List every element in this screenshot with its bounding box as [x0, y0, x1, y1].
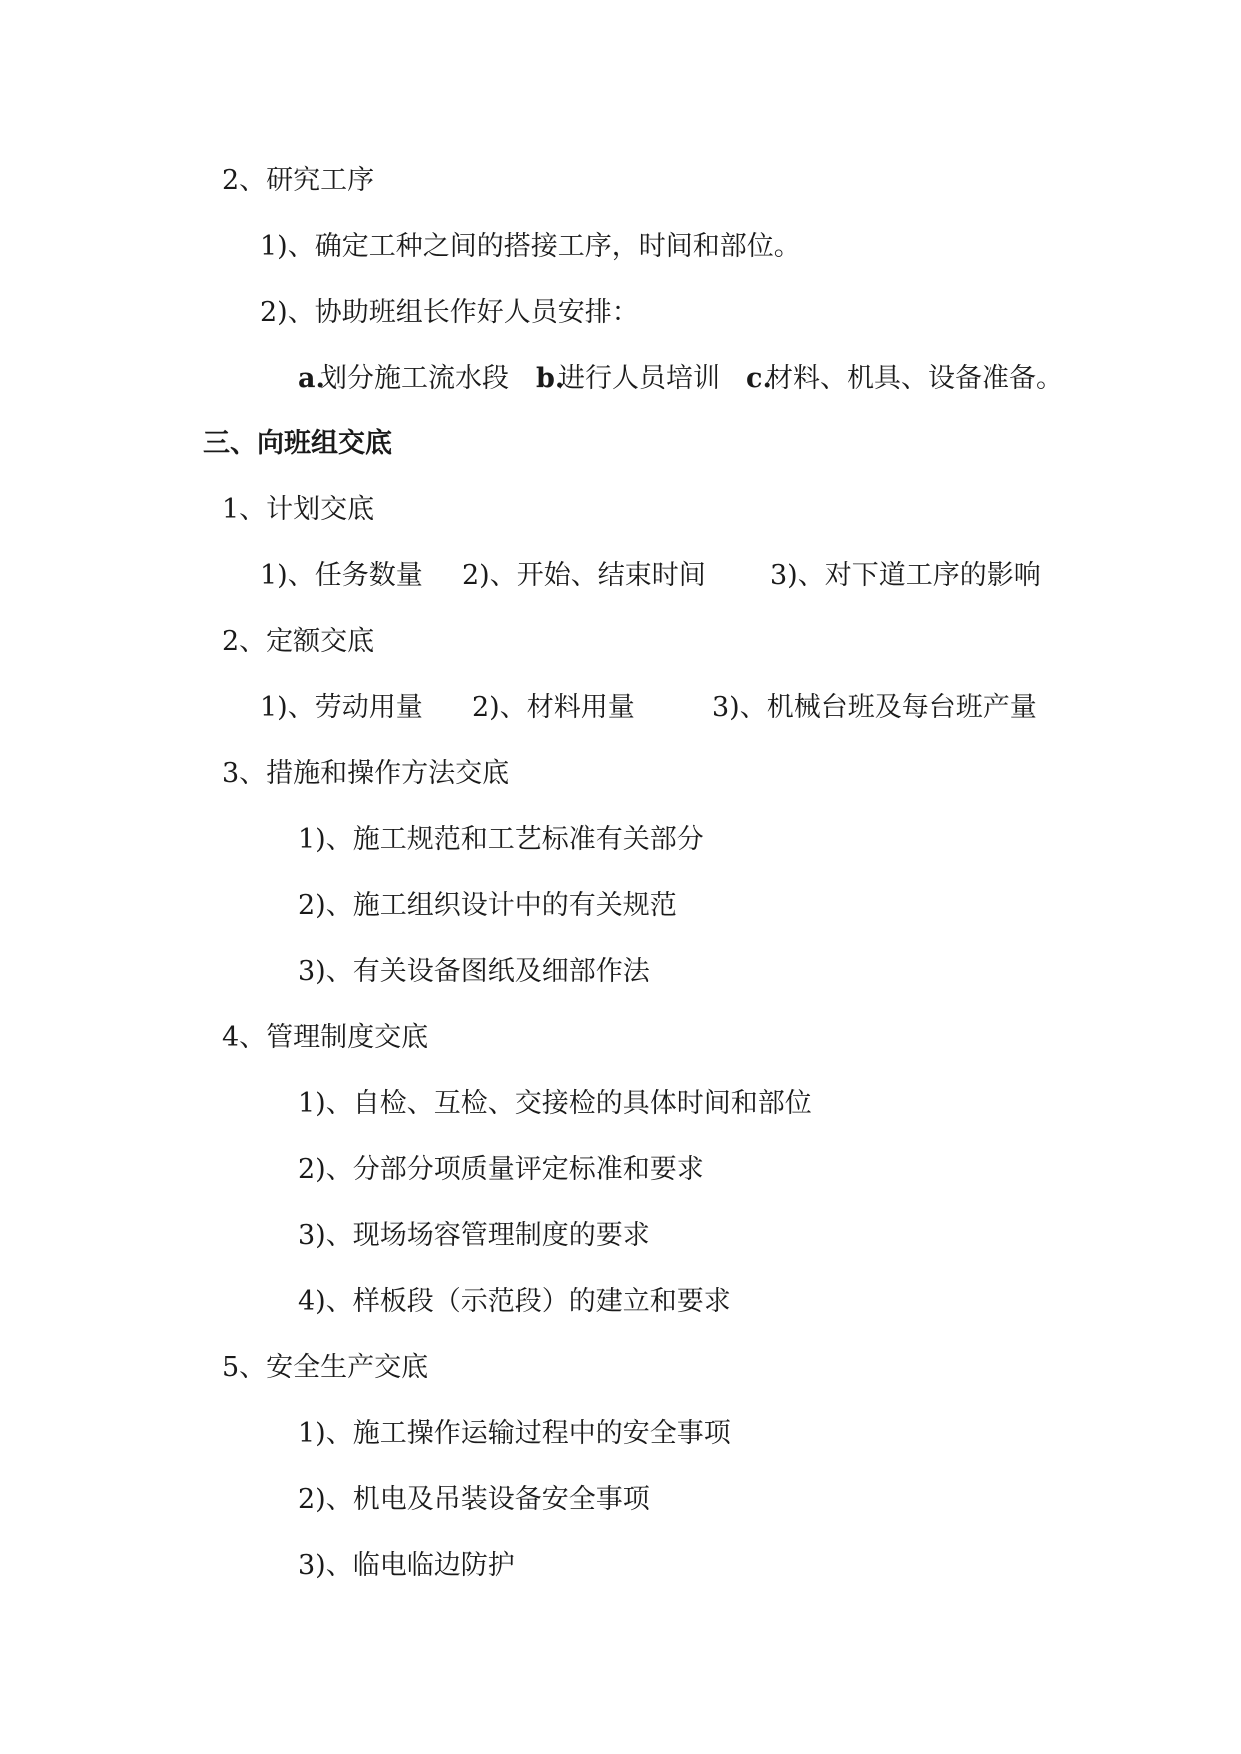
subsection-heading: 5、安全生产交底 [222, 1352, 429, 1383]
list-item: 3)、机械台班及每台班产量 [712, 692, 1037, 723]
section-heading: 三、向班组交底 [203, 428, 392, 459]
list-item: 3)、对下道工序的影响 [770, 560, 1041, 591]
subsection-heading: 3、措施和操作方法交底 [222, 758, 510, 789]
marker-a: a. [298, 363, 325, 394]
list-item: 2)、材料用量 [472, 692, 635, 723]
list-row [260, 688, 1060, 728]
list-item: 2)、施工组织设计中的有关规范 [298, 890, 677, 921]
list-row [260, 556, 1060, 596]
subsection-heading: 4、管理制度交底 [222, 1022, 429, 1053]
list-item: 2)、分部分项质量评定标准和要求 [298, 1154, 704, 1185]
list-item: 2)、开始、结束时间 [462, 560, 706, 591]
list-item: 3)、现场场容管理制度的要求 [298, 1220, 650, 1251]
sub-item-b: 进行人员培训 [558, 363, 720, 394]
marker-c: c. [746, 363, 772, 394]
sub-item-a: 划分施工流水段 [320, 363, 509, 394]
list-item: 1)、自检、互检、交接检的具体时间和部位 [298, 1088, 812, 1119]
heading-research-process: 2、研究工序 [222, 165, 375, 196]
list-item: 3)、临电临边防护 [298, 1550, 515, 1581]
list-item: 1)、劳动用量 [260, 692, 423, 723]
sub-item-row [298, 359, 1078, 399]
subsection-heading: 1、计划交底 [222, 494, 375, 525]
list-item: 2)、协助班组长作好人员安排： [260, 297, 639, 328]
list-item: 4)、样板段（示范段）的建立和要求 [298, 1286, 731, 1317]
subsection-heading: 2、定额交底 [222, 626, 375, 657]
sub-item-c: 材料、机具、设备准备。 [766, 363, 1063, 394]
list-item: 1)、施工操作运输过程中的安全事项 [298, 1418, 731, 1449]
list-item: 1)、任务数量 [260, 560, 423, 591]
marker-b: b. [536, 363, 565, 394]
list-item: 1)、施工规范和工艺标准有关部分 [298, 824, 704, 855]
list-item: 2)、机电及吊装设备安全事项 [298, 1484, 650, 1515]
list-item: 1)、确定工种之间的搭接工序，时间和部位。 [260, 231, 801, 262]
list-item: 3)、有关设备图纸及细部作法 [298, 956, 650, 987]
